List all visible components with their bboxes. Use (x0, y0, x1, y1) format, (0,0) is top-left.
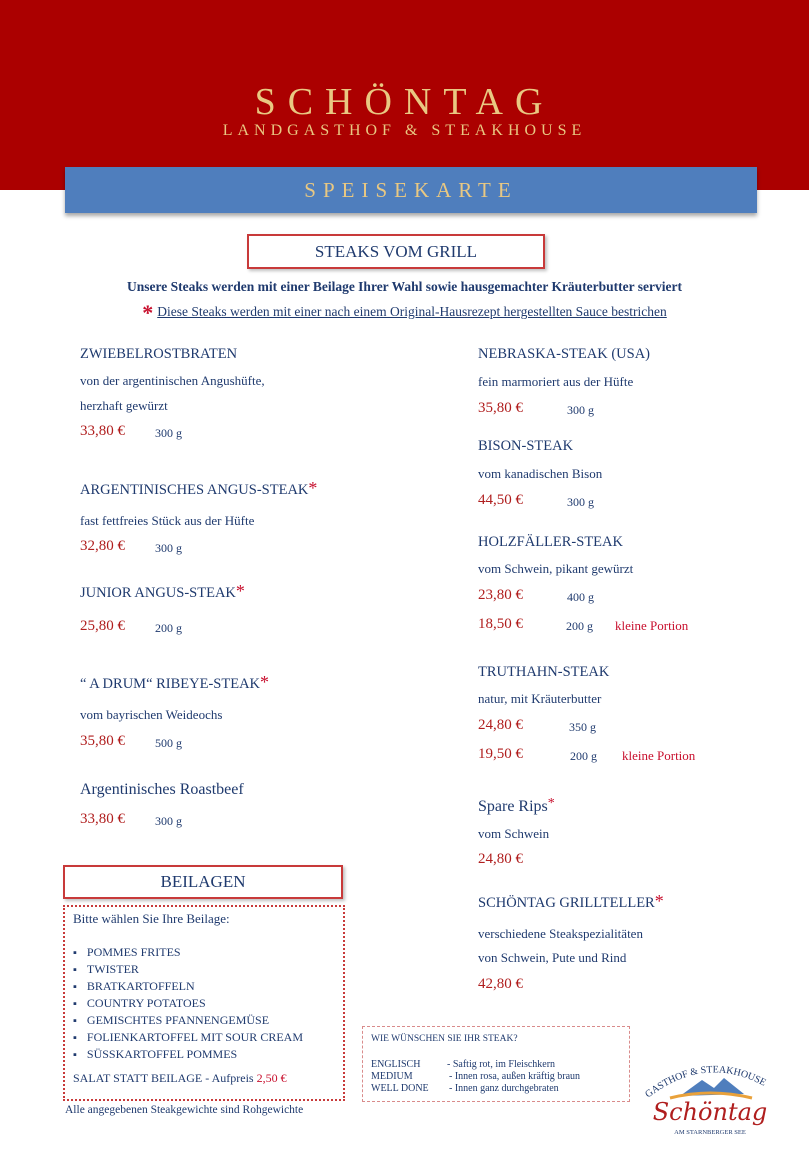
menu-item-desc: natur, mit Kräuterbutter (478, 691, 602, 706)
menu-item-name-text: Spare Rips (478, 798, 548, 815)
small-portion-label: kleine Portion (615, 618, 689, 633)
menu-item-weight: 300 g (155, 426, 182, 440)
logo-location: AM STARNBERGER SEE (674, 1129, 746, 1136)
weight-footnote: Alle angegebenen Steakgewichte sind Rohgewichte (65, 1104, 304, 1116)
menu-item-weight: 500 g (155, 736, 182, 750)
menu-item-name: Argentinisches Roastbeef (80, 781, 244, 798)
menu-item-price: 44,50 € (478, 492, 523, 508)
menu-item-price: 24,80 € (478, 851, 523, 867)
menu-item-name-text: ARGENTINISCHES ANGUS-STEAK (80, 482, 309, 498)
beilagen-intro: Bitte wählen Sie Ihre Beilage: (73, 911, 230, 926)
menu-item-desc: fast fettfreies Stück aus der Hüfte (80, 513, 255, 528)
sauce-note-text: Diese Steaks werden mit einer nach einem Original-Hausrezept hergestellten Sauce bestrichen (157, 304, 667, 319)
list-item: ▪ FOLIENKARTOFFEL MIT SOUR CREAM (73, 1029, 303, 1046)
asterisk-mark: * (142, 300, 154, 325)
menu-item-name: ZWIEBELROSTBRATEN (80, 346, 238, 362)
schoentag-logo (640, 1058, 780, 1140)
sauce-star: * (235, 581, 245, 601)
doneness-level: WELL DONE (371, 1083, 429, 1094)
sauce-star: * (308, 478, 318, 498)
logo-script-name: Schöntag (652, 1098, 768, 1126)
brand-title: SCHÖNTAG (254, 81, 555, 123)
sauce-star: * (260, 672, 270, 692)
salat-surcharge (73, 1071, 287, 1086)
section-title-beilagen: BEILAGEN (63, 865, 343, 899)
doneness-level: ENGLISCH (371, 1059, 421, 1070)
menu-item-price: 35,80 € (80, 733, 125, 749)
menu-item-weight: 300 g (567, 403, 594, 417)
list-item: ▪ GEMISCHTES PFANNENGEMÜSE (73, 1012, 303, 1029)
menu-item-desc: vom Schwein (478, 826, 550, 841)
steaks-intro: Unsere Steaks werden mit einer Beilage Ihrer Wahl sowie hausgemachter Kräuterbutter serviert (126, 279, 683, 294)
menu-item-price: 33,80 € (80, 423, 125, 439)
logo-arc-text: GASTHOF & STEAKHOUSE (643, 1064, 768, 1101)
menu-item-price: 24,80 € (478, 717, 523, 733)
menu-item-price: 35,80 € (478, 400, 523, 416)
list-item: ▪ SÜSSKARTOFFEL POMMES (73, 1046, 303, 1063)
menu-title: SPEISEKARTE (304, 178, 518, 202)
menu-item-desc: vom Schwein, pikant gewürzt (478, 561, 634, 576)
salat-text: SALAT STATT BEILAGE - Aufpreis (73, 1071, 254, 1085)
doneness-text: - Innen ganz durchgebraten (449, 1083, 559, 1094)
sauce-star: * (547, 796, 555, 811)
menu-item-name (80, 478, 318, 503)
doneness-level: MEDIUM (371, 1071, 413, 1082)
menu-item-name-text: JUNIOR ANGUS-STEAK (80, 585, 236, 601)
sauce-star: * (654, 891, 664, 911)
section-title-steaks: STEAKS VOM GRILL (247, 234, 545, 269)
doneness-text: - Innen rosa, außen kräftig braun (449, 1071, 581, 1082)
menu-item-weight: 400 g (567, 590, 594, 604)
menu-item-weight: 350 g (569, 720, 596, 734)
menu-item-name-text: SCHÖNTAG GRILLTELLER (478, 895, 655, 911)
menu-item-weight: 300 g (155, 541, 182, 555)
menu-item-name: BISON-STEAK (478, 438, 574, 454)
menu-item-desc: vom bayrischen Weideochs (80, 707, 223, 722)
salat-price: 2,50 € (256, 1071, 287, 1085)
brand-subtitle: LANDGASTHOF & STEAKHOUSE (222, 122, 587, 139)
menu-item-price: 23,80 € (478, 587, 523, 603)
menu-item-desc: verschiedene Steakspezialitäten (478, 926, 643, 941)
menu-item-weight-small: 200 g (566, 619, 593, 633)
menu-item-name (478, 891, 664, 916)
menu-item-desc: von Schwein, Pute und Rind (478, 950, 627, 965)
doneness-title: WIE WÜNSCHEN SIE IHR STEAK? (371, 1034, 518, 1044)
menu-item-price: 32,80 € (80, 538, 125, 554)
menu-item-name: TRUTHAHN-STEAK (478, 664, 610, 680)
menu-item-name (80, 672, 270, 697)
menu-item-price-small: 18,50 € (478, 616, 523, 632)
menu-item-weight: 300 g (155, 814, 182, 828)
doneness-text: - Saftig rot, im Fleischkern (447, 1059, 556, 1070)
menu-item-name: NEBRASKA-STEAK (USA) (478, 346, 650, 362)
menu-item-weight: 300 g (567, 495, 594, 509)
menu-item-desc: fein marmoriert aus der Hüfte (478, 374, 634, 389)
menu-item-desc: vom kanadischen Bison (478, 466, 603, 481)
menu-item-price: 42,80 € (478, 976, 523, 992)
menu-item-weight-small: 200 g (570, 749, 597, 763)
menu-item-desc: von der argentinischen Angushüfte, (80, 373, 265, 388)
small-portion-label: kleine Portion (622, 748, 696, 763)
list-item: ▪ POMMES FRITES (73, 944, 303, 961)
menu-item-price: 25,80 € (80, 618, 125, 634)
menu-item-weight: 200 g (155, 621, 182, 635)
list-item: ▪ COUNTRY POTATOES (73, 995, 303, 1012)
menu-title-band (65, 167, 757, 213)
menu-item-name (80, 581, 245, 606)
list-item: ▪ BRATKARTOFFELN (73, 978, 303, 995)
beilagen-list (73, 944, 303, 1063)
menu-item-name: HOLZFÄLLER-STEAK (478, 534, 623, 550)
sauce-note (0, 300, 809, 326)
menu-item-name (478, 798, 555, 816)
list-item: ▪ TWISTER (73, 961, 303, 978)
menu-item-name-text: “ A DRUM“ RIBEYE-STEAK (80, 676, 261, 692)
menu-item-price-small: 19,50 € (478, 746, 523, 762)
menu-item-desc: herzhaft gewürzt (80, 398, 168, 413)
menu-item-price: 33,80 € (80, 811, 125, 827)
